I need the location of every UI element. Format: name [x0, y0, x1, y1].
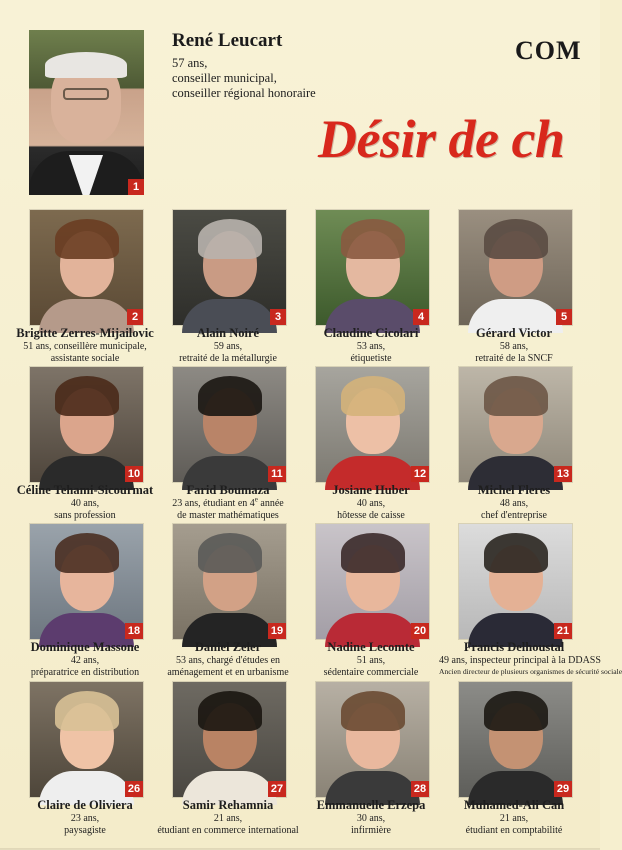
glasses-icon [63, 88, 109, 100]
candidate-name: Alain Noiré [196, 326, 260, 340]
candidate-name: Gérard Victor [475, 326, 552, 340]
candidate-caption [10, 798, 160, 837]
candidate-name: Brigitte Zerres-Mijailovic [16, 326, 154, 340]
candidate-caption [153, 798, 303, 837]
candidate-photo [458, 209, 573, 326]
portrait-hair [45, 52, 127, 78]
candidate-caption [10, 326, 160, 365]
candidate-number-badge: 29 [554, 781, 572, 797]
candidate-photo [172, 681, 287, 798]
candidate-photo [29, 681, 144, 798]
candidate-number-badge: 12 [411, 466, 429, 482]
candidate-detail-line: 59 ans, [213, 341, 243, 352]
candidate-detail-line: 40 ans, [70, 498, 100, 509]
candidate-caption [153, 483, 303, 522]
candidate-detail-line: sans profession [54, 510, 116, 521]
candidate-detail-line: 49 ans, inspecteur principal à la DDASS [439, 655, 601, 666]
candidate-name: Muhamed-Ali Can [463, 798, 565, 812]
candidate-caption [153, 326, 303, 365]
candidate-number-badge: 13 [554, 466, 572, 482]
ordinal-suffix: e [254, 495, 258, 504]
candidate-detail-line: étudiant en comptabilité [465, 825, 563, 836]
candidate-detail-line: retraité de la métallurgie [179, 353, 277, 364]
candidate-name: Francis Delhoustal [463, 640, 565, 654]
candidate-detail-line: étiquetiste [350, 353, 392, 364]
portrait-hair [484, 691, 548, 731]
portrait-hair [55, 533, 119, 573]
candidate-detail-line: étudiant en commerce international [157, 825, 299, 836]
candidate-number-badge: 27 [268, 781, 286, 797]
portrait-hair [198, 691, 262, 731]
candidate-name: Nadine Lecomte [327, 640, 415, 654]
candidate-detail-line: sédentaire commerciale [323, 667, 419, 678]
candidate-detail-line: de master mathématiques [177, 510, 279, 521]
candidate-number-badge: 21 [554, 623, 572, 639]
candidate-name: Dominique Massone [30, 640, 140, 654]
candidate-detail-line: 40 ans, [356, 498, 386, 509]
lead-number-badge: 1 [128, 179, 144, 195]
candidate-detail-line: 23 ans, étudiant en 4e année [172, 495, 284, 509]
candidate-name: Emmanuelle Erzepa [316, 798, 426, 812]
lead-info-line: 57 ans, [172, 56, 208, 70]
lead-info-line: conseiller municipal, [172, 71, 277, 85]
candidate-caption [153, 640, 303, 679]
candidate-detail-line: 51 ans, conseillère municipale, [23, 341, 147, 352]
candidate-name: Claire de Oliviera [37, 798, 133, 812]
candidate-number-badge: 20 [411, 623, 429, 639]
candidate-photo [315, 523, 430, 640]
candidate-number-badge: 26 [125, 781, 143, 797]
candidate-caption [10, 483, 160, 522]
candidate-detail-line: 48 ans, [499, 498, 529, 509]
candidate-detail-line: chef d'entreprise [481, 510, 547, 521]
portrait-hair [341, 219, 405, 259]
portrait-hair [341, 691, 405, 731]
candidate-number-badge: 11 [268, 466, 286, 482]
candidate-caption [296, 640, 446, 679]
candidate-number-badge: 3 [270, 309, 286, 325]
candidate-detail-line: 21 ans, [213, 813, 243, 824]
candidate-detail-line: 30 ans, [356, 813, 386, 824]
candidate-detail-line: 23 ans, [70, 813, 100, 824]
candidate-name: Claudine Cicolari [323, 326, 419, 340]
portrait-hair [341, 376, 405, 416]
portrait-hair [55, 691, 119, 731]
candidate-photo [29, 523, 144, 640]
candidate-detail-line: 58 ans, [499, 341, 529, 352]
candidate-caption [439, 798, 589, 837]
candidate-number-badge: 2 [127, 309, 143, 325]
candidate-photo [458, 523, 573, 640]
candidate-number-badge: 4 [413, 309, 429, 325]
portrait-hair [55, 376, 119, 416]
candidate-caption [439, 326, 589, 365]
portrait-hair [484, 533, 548, 573]
portrait-hair [198, 376, 262, 416]
candidate-detail-line: hôtesse de caisse [337, 510, 405, 521]
candidate-photo [172, 209, 287, 326]
candidate-number-badge: 28 [411, 781, 429, 797]
candidate-photo [315, 366, 430, 483]
lead-candidate-info [172, 56, 317, 101]
candidate-photo [458, 366, 573, 483]
candidate-photo [458, 681, 573, 798]
candidate-caption [296, 798, 446, 837]
candidate-photo [29, 366, 144, 483]
candidate-detail-line: 21 ans, [499, 813, 529, 824]
candidate-detail-line: paysagiste [64, 825, 106, 836]
candidate-number-badge: 10 [125, 466, 143, 482]
portrait-hair [484, 219, 548, 259]
portrait-hair [55, 219, 119, 259]
portrait-hair [341, 533, 405, 573]
candidate-photo [315, 681, 430, 798]
candidate-name: Farid Boumaza [186, 483, 270, 497]
candidate-name: Céline Tehami-Sicourmat [16, 483, 154, 497]
candidate-caption [296, 483, 446, 522]
candidate-detail-line: 51 ans, [356, 655, 386, 666]
candidate-detail-line: assistante sociale [50, 353, 120, 364]
candidate-name: Samir Rehamnia [182, 798, 274, 812]
candidate-detail-line: 42 ans, [70, 655, 100, 666]
candidate-caption [439, 640, 622, 677]
candidate-detail-line: infirmière [351, 825, 391, 836]
candidate-number-badge: 18 [125, 623, 143, 639]
portrait-hair [484, 376, 548, 416]
candidate-caption [439, 483, 589, 522]
candidate-name: Daniel Zeler [194, 640, 262, 654]
portrait-hair [198, 219, 262, 259]
candidate-detail-line: Ancien directeur de plusieurs organismes de sécurité sociale [439, 667, 622, 676]
lead-info-line: conseiller régional honoraire [172, 86, 316, 100]
candidate-detail-line: 53 ans, [356, 341, 386, 352]
candidate-photo [172, 366, 287, 483]
lead-candidate-name: René Leucart [172, 30, 283, 51]
candidate-name: Josiane Huber [332, 483, 410, 497]
candidate-detail-line: préparatrice en distribution [30, 667, 140, 678]
candidate-number-badge: 19 [268, 623, 286, 639]
candidate-name: Michel Fleres [477, 483, 551, 497]
candidate-detail-line: aménagement et en urbanisme [167, 667, 289, 678]
candidate-photo [315, 209, 430, 326]
candidate-detail-line: retraité de la SNCF [475, 353, 553, 364]
candidate-detail-line: 53 ans, chargé d'études en [175, 655, 281, 666]
campaign-slogan: Désir de ch [318, 109, 565, 169]
candidate-caption [10, 640, 160, 679]
candidate-number-badge: 5 [556, 309, 572, 325]
candidate-photo [29, 209, 144, 326]
lead-candidate-photo [29, 30, 144, 195]
header-title: COM [515, 36, 582, 65]
candidate-photo [172, 523, 287, 640]
portrait-hair [198, 533, 262, 573]
candidate-caption [296, 326, 446, 365]
